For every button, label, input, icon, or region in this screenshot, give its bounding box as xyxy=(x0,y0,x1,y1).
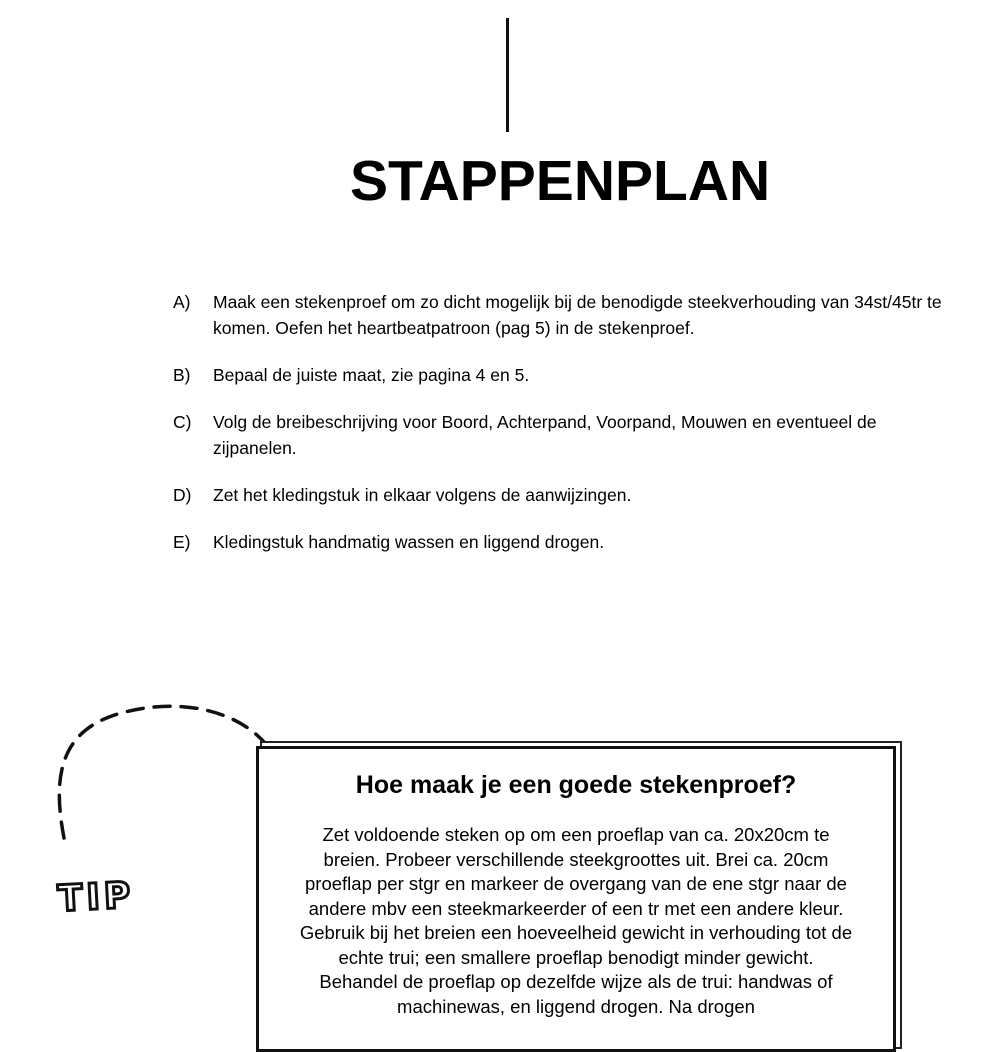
step-item-b xyxy=(173,362,943,388)
step-letter: B) xyxy=(173,365,191,385)
step-letter: C) xyxy=(173,412,192,432)
tip-body: Zet voldoende steken op om een proeflap van ca. 20x20cm te breien. Probeer verschillende steekgroottes uit. Brei ca. 20cm proeflap per stgr en markeer de overgang van de ene stgr naar de andere mbv een steekmarkeerder of een tr met een andere kleur. Gebruik bij het breien een hoeveelheid gewicht in verhouding tot de echte trui; een smallere proeflap benodigt minder gewicht. Behandel de proeflap op dezelfde wijze als de trui: handwas of machinewas, en liggend drogen. Na drogen xyxy=(299,824,853,1017)
step-text: Volg de breibeschrijving voor Boord, Achterpand, Voorpand, Mouwen en eventueel de zijpanelen. xyxy=(213,412,877,458)
step-text: Zet het kledingstuk in elkaar volgens de aanwijzingen. xyxy=(213,485,632,505)
step-letter: A) xyxy=(173,292,191,312)
steps-list xyxy=(173,289,943,576)
step-text: Kledingstuk handmatig wassen en liggend drogen. xyxy=(213,532,605,552)
step-text: Maak een stekenproef om zo dicht mogelijk bij de benodigde steekverhouding van 34st/45tr te komen. Oefen het heartbeatpatroon (pag 5) in de stekenproef. xyxy=(213,292,942,338)
step-text: Bepaal de juiste maat, zie pagina 4 en 5. xyxy=(213,365,530,385)
vertical-divider-line xyxy=(506,18,509,132)
step-letter: E) xyxy=(173,532,191,552)
step-item-d xyxy=(173,482,943,508)
tip-box xyxy=(256,746,896,1052)
page-title: STAPPENPLAN xyxy=(350,149,771,213)
step-item-a xyxy=(173,289,943,341)
step-letter: D) xyxy=(173,485,192,505)
tip-label: TIP xyxy=(56,875,136,920)
step-item-c xyxy=(173,409,943,461)
step-item-e xyxy=(173,529,943,555)
tip-heading: Hoe maak je een goede stekenproef? xyxy=(355,771,797,799)
